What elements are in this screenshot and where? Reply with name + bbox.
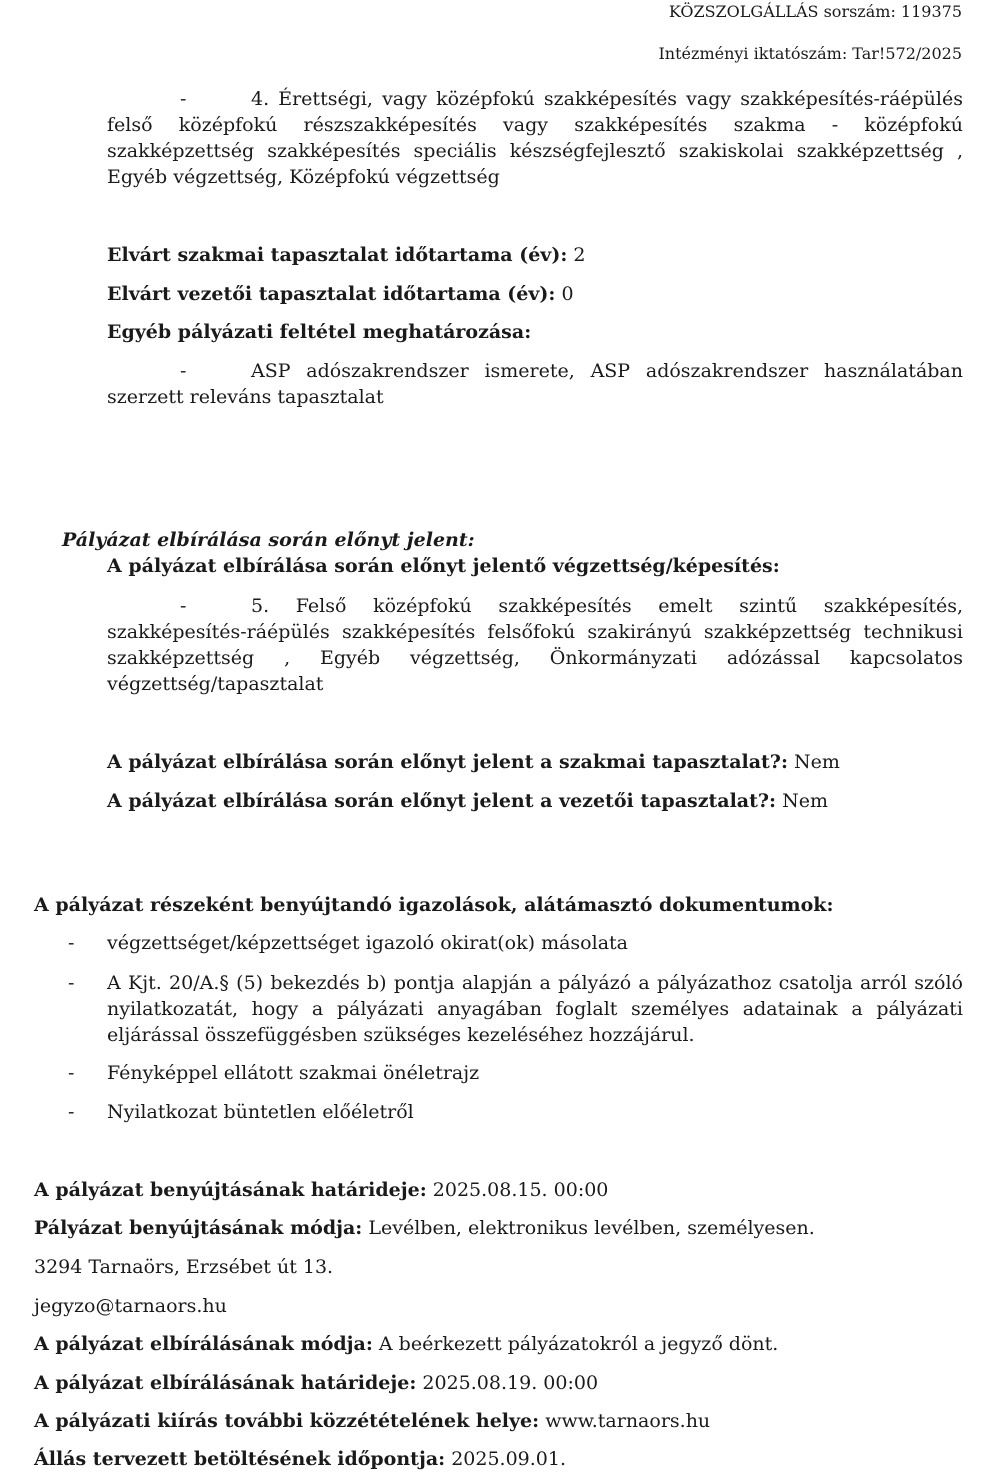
evaluation-method-line [34, 1331, 778, 1357]
advantage-leadership-label: A pályázat elbírálása során előnyt jelent a vezetői tapasztalat?: [107, 790, 777, 812]
advantage-professional-label: A pályázat elbírálása során előnyt jelent a szakmai tapasztalat?: [107, 751, 788, 773]
header-serial: KÖZSZOLGÁLLÁS sorszám: 119375 [668, 2, 962, 21]
document-item-dash: - [68, 1062, 75, 1084]
header-registry: Intézményi iktatószám: Tar!572/2025 [658, 44, 962, 63]
submission-method-label: Pályázat benyújtásának módja: [34, 1217, 363, 1239]
advantage-item-text: 5. Felső középfokú szakképesítés emelt szintű szakképesítés, szakképesítés-ráépülés szakképesítés felsőfokú szakirányú szakképzettség technikusi szakképzettség , Egyéb végzettség, Önkormányzati adózással kapcsolatos végzettség/tapasztalat [107, 595, 963, 695]
submission-email: jegyzo@tarnaors.hu [34, 1295, 227, 1317]
education-item-dash: - [180, 88, 187, 110]
professional-experience-value: 2 [567, 244, 586, 266]
other-condition-dash: - [180, 360, 187, 382]
advantage-leadership-line [107, 788, 828, 814]
documents-heading: A pályázat részeként benyújtandó igazolások, alátámasztó dokumentumok: [34, 894, 834, 916]
advantage-leadership-value: Nem [776, 790, 828, 812]
advantage-subheading: A pályázat elbírálása során előnyt jelentő végzettség/képesítés: [107, 555, 780, 577]
evaluation-method-value: A beérkezett pályázatokról a jegyző dönt. [372, 1333, 779, 1355]
document-item: A Kjt. 20/A.§ (5) bekezdés b) pontja alapján a pályázó a pályázathoz csatolja arról szóló nyilatkozatát, hogy a pályázati anyagában foglalt személyes adatainak a pályázati eljárással összefüggésben szükséges kezeléséhez hozzájárul. [107, 972, 963, 1046]
document-item: Fényképpel ellátott szakmai önéletrajz [107, 1062, 480, 1084]
leadership-experience-line [107, 281, 574, 307]
start-date-value: 2025.09.01. [445, 1448, 567, 1470]
publication-label: A pályázati kiírás további közzétételének helye: [34, 1410, 540, 1432]
submission-deadline-line [34, 1177, 608, 1203]
advantage-heading: Pályázat elbírálása során előnyt jelent: [62, 529, 475, 551]
document-item: végzettséget/képzettséget igazoló okirat(ok) másolata [107, 932, 628, 954]
other-condition-label: Egyéb pályázati feltétel meghatározása: [107, 321, 532, 343]
submission-address: 3294 Tarnaörs, Erzsébet út 13. [34, 1256, 334, 1278]
education-item-text: 4. Érettségi, vagy középfokú szakképesítés vagy szakképesítés-ráépülés felső középfokú részszakképesítés vagy szakképesítés szakma - középfokú szakképzettség szakképesítés speciális készségfejlesztő szakiskolai szakképzettség , Egyéb végzettség, Középfokú végzettség [107, 88, 963, 188]
start-date-line [34, 1446, 566, 1472]
submission-method-line [34, 1215, 815, 1241]
leadership-experience-label: Elvárt vezetői tapasztalat időtartama (év): [107, 283, 556, 305]
publication-value: www.tarnaors.hu [539, 1410, 711, 1432]
evaluation-deadline-label: A pályázat elbírálásának határideje: [34, 1372, 417, 1394]
submission-deadline-value: 2025.08.15. 00:00 [426, 1179, 609, 1201]
leadership-experience-value: 0 [555, 283, 574, 305]
document-item: Nyilatkozat büntetlen előéletről [107, 1101, 414, 1123]
other-condition-text: ASP adószakrendszer ismerete, ASP adószakrendszer használatában szerzett releváns tapasztalat [107, 360, 963, 408]
professional-experience-label: Elvárt szakmai tapasztalat időtartama (év): [107, 244, 568, 266]
submission-method-value: Levélben, elektronikus levélben, személyesen. [362, 1217, 815, 1239]
evaluation-deadline-line [34, 1370, 598, 1396]
document-item-dash: - [68, 932, 75, 954]
start-date-label: Állás tervezett betöltésének időpontja: [34, 1448, 446, 1470]
document-item-dash: - [68, 972, 75, 994]
document-item-dash: - [68, 1101, 75, 1123]
evaluation-deadline-value: 2025.08.19. 00:00 [416, 1372, 599, 1394]
advantage-professional-value: Nem [787, 751, 840, 773]
publication-line [34, 1408, 710, 1434]
advantage-item-dash: - [180, 595, 187, 617]
advantage-professional-line [107, 749, 840, 775]
submission-deadline-label: A pályázat benyújtásának határideje: [34, 1179, 427, 1201]
professional-experience-line [107, 242, 586, 268]
evaluation-method-label: A pályázat elbírálásának módja: [34, 1333, 373, 1355]
